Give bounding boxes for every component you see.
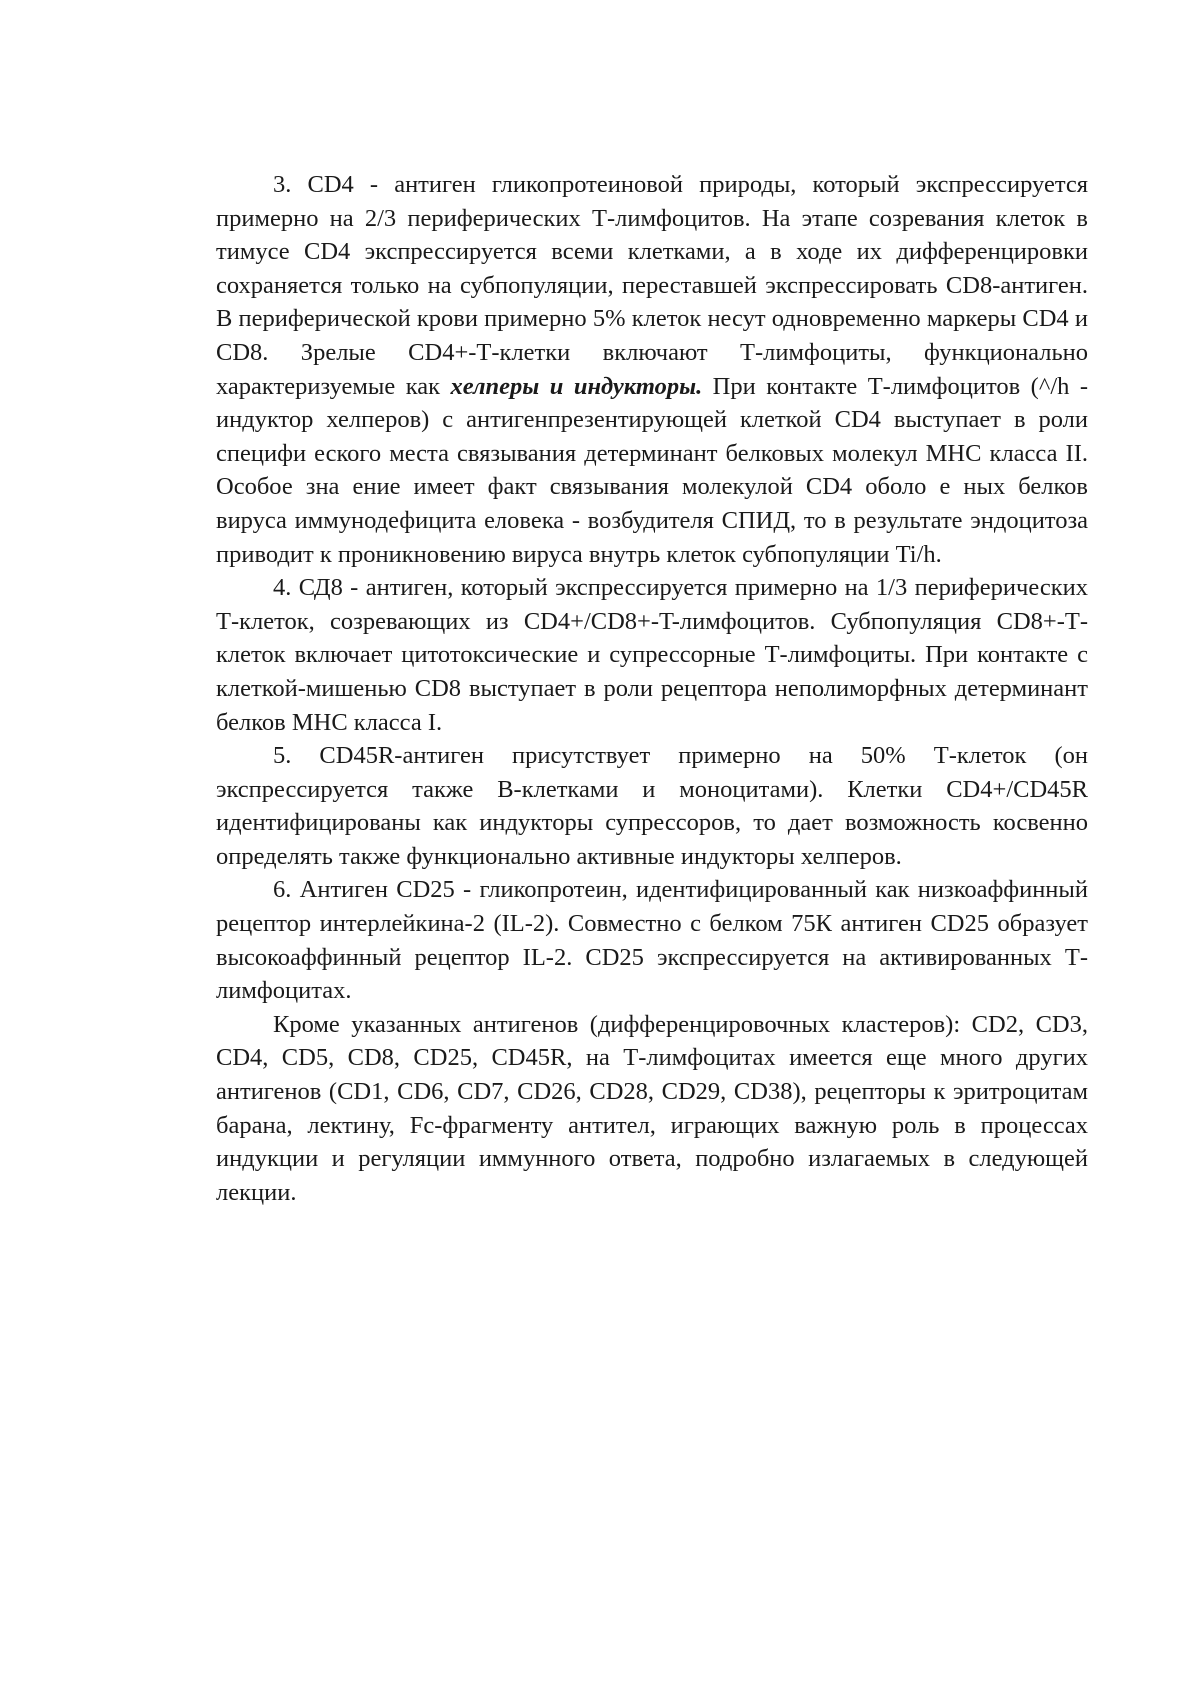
paragraph-cd8 — [216, 571, 1088, 739]
paragraph-text: 6. Антиген CD25 - гликопротеин, идентифицированный как низкоаффинный рецептор интерлейкина-2 (IL-2). Совместно с белком 75К антиген CD25 образует высокоаффинный рецептор IL-2. CD25 экспрессируется на активированных Т-лимфоцитах. — [216, 876, 1088, 1005]
paragraph-other-antigens — [216, 1008, 1088, 1210]
paragraph-text: 4. СД8 - антиген, который экспрессируется примерно на 1/3 периферических Т-клеток, созревающих из CD4+/CD8+-T-лимфоцитов. Субпопуляция CD8+-Т-клеток включает цитотоксические и супрессорные Т-лимфоциты. При контакте с клеткой-мишенью CD8 выступает в роли рецептора неполиморфных детерминант белков МНС класса I. — [216, 574, 1088, 736]
paragraph-text: 5. CD45R-антиген присутствует примерно на 50% Т-клеток (он экспрессируется также В-клетками и моноцитами). Клетки CD4+/CD45R идентифицированы как индукторы супрессоров, то дает возможность косвенно определять также функционально активные индукторы хелперов. — [216, 742, 1088, 870]
paragraph-text: 3. CD4 - антиген гликопротеиновой природы, который экспрессируется примерно на 2/3 периферических Т-лимфоцитов. На этапе созревания клеток в тимусе CD4 экспрессируется всеми клетками, а в ходе их дифференцировки сохраняется только на субпопуляции, переставшей экспрессировать CD8-антиген. В периферической крови примерно 5% клеток несут одновременно маркеры CD4 и CD8. Зрелые CD4+-Т-клетки включают Т-лимфоциты, функционально характеризуемые как — [216, 171, 1088, 400]
paragraph-text: Кроме указанных антигенов (дифференцировочных кластеров): CD2, CD3, CD4, CD5, CD8, CD25, CD45R, на Т-лимфоцитах имеется еще много других антигенов (CD1, CD6, CD7, CD26, CD28, CD29, CD38), рецепторы к эритроцитам барана, лектину, Fc-фрагменту антител, играющих важную роль в процессах индукции и регуляции иммунного ответа, подробно излагаемых в следующей лекции. — [216, 1010, 1088, 1206]
emphasis-helpers-inductors: хелперы и индукторы. — [450, 372, 703, 400]
document-page — [216, 168, 1088, 1209]
paragraph-cd4 — [216, 168, 1088, 571]
paragraph-cd45r — [216, 739, 1088, 873]
paragraph-cd25 — [216, 873, 1088, 1007]
paragraph-text: При контакте Т-лимфоцитов (^/h - индуктор хелперов) с антигенпрезентирующей клеткой CD4 выступает в роли специфи еского места связывания детерминант белковых молекул МНС класса II. Особое зна ение имеет факт связывания молекулой CD4 оболо е ных белков вируса иммунодефицита еловека - возбудителя СПИД, то в результате эндоцитоза приводит к проникновению вируса внутрь клеток субпопуляции Ti/h. — [216, 372, 1088, 568]
